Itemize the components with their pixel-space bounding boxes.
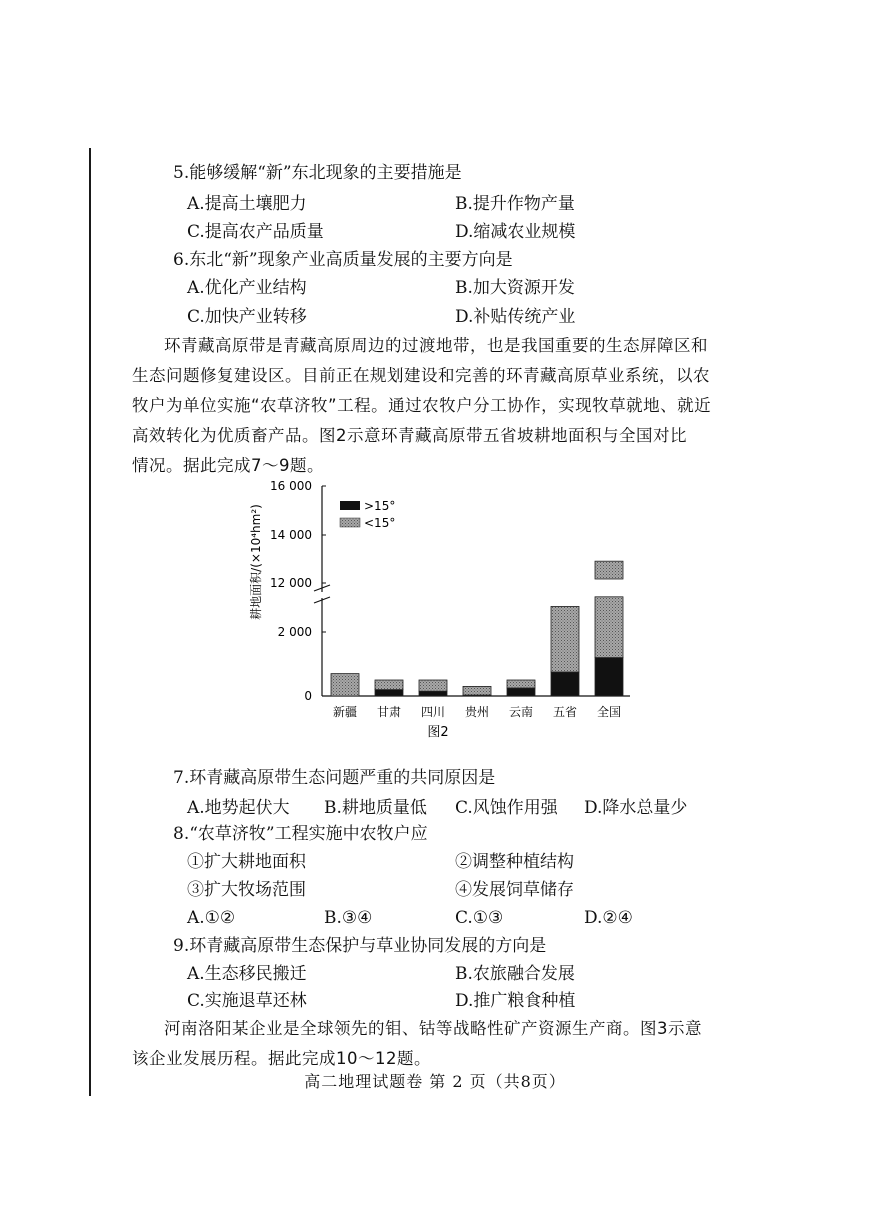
q9-option-c: C.实施退草还林 <box>187 991 307 1011</box>
bar-gentle-upper-segment <box>595 561 623 579</box>
passage-line: 环青藏高原带是青藏高原周边的过渡地带，也是我国重要的生态屏障区和 <box>164 336 708 355</box>
q6-option-a: A.优化产业结构 <box>187 278 307 298</box>
y-axis-label: 耕地面积/(×10⁴hm²) <box>249 504 263 620</box>
passage-line: 高效转化为优质畜产品。图2示意环青藏高原带五省坡耕地面积与全国对比 <box>132 426 687 445</box>
legend-label-steep: >15° <box>364 499 396 513</box>
q9-option-b: B.农旅融合发展 <box>455 964 575 984</box>
q8-statement-3: ③扩大牧场范围 <box>187 880 306 900</box>
q5-option-b: B.提升作物产量 <box>455 194 575 214</box>
figure-caption: 图2 <box>427 725 449 740</box>
q8-option-d: D.②④ <box>584 908 633 928</box>
q9-option-a: A.生态移民搬迁 <box>187 964 307 984</box>
question-9-stem: 9.环青藏高原带生态保护与草业协同发展的方向是 <box>173 936 547 956</box>
x-tick-label: 全国 <box>596 705 622 719</box>
x-tick-label: 甘肃 <box>376 705 402 719</box>
bars <box>331 561 623 696</box>
q6-option-b: B.加大资源开发 <box>455 278 575 298</box>
q5-option-c: C.提高农产品质量 <box>187 222 324 242</box>
x-tick-labels <box>333 704 621 719</box>
bar-gentle-6 <box>595 597 623 658</box>
bar-gentle-5 <box>551 606 579 672</box>
y-tick-label: 14 000 <box>270 528 312 542</box>
question-8-stem: 8.“农草济牧”工程实施中农牧户应 <box>173 824 428 844</box>
legend-swatch-steep <box>340 501 360 510</box>
q8-statement-1: ①扩大耕地面积 <box>187 852 306 872</box>
passage-line: 河南洛阳某企业是全球领先的钼、钴等战略性矿产资源生产商。图3示意 <box>164 1019 702 1038</box>
question-5-stem: 5.能够缓解“新”东北现象的主要措施是 <box>173 163 462 183</box>
y-tick-label: 0 <box>304 689 312 703</box>
q8-statement-2: ②调整种植结构 <box>455 852 574 872</box>
q8-statement-4: ④发展饲草储存 <box>455 880 574 900</box>
q7-option-c: C.风蚀作用强 <box>455 798 558 818</box>
bar-gentle-2 <box>419 680 447 691</box>
q5-option-a: A.提高土壤肥力 <box>187 194 307 214</box>
q7-option-d: D.降水总量少 <box>584 798 688 818</box>
question-7-stem: 7.环青藏高原带生态问题严重的共同原因是 <box>173 768 496 788</box>
passage-line: 情况。据此完成7～9题。 <box>132 456 324 475</box>
bar-steep-6 <box>595 658 623 696</box>
bar-gentle-4 <box>507 680 535 688</box>
bar-gentle-1 <box>375 680 403 690</box>
q7-option-a: A.地势起伏大 <box>187 798 290 818</box>
passage-enterprise <box>132 1014 742 1074</box>
bar-steep-4 <box>507 688 535 696</box>
q6-option-d: D.补贴传统产业 <box>455 307 576 327</box>
x-tick-label: 四川 <box>420 705 446 719</box>
legend-label-gentle: <15° <box>364 516 396 530</box>
q8-option-a: A.①② <box>187 908 236 928</box>
x-tick-label: 五省 <box>552 705 578 719</box>
q7-option-b: B.耕地质量低 <box>324 798 427 818</box>
bar-gentle-0 <box>331 674 359 696</box>
legend-swatch-gentle <box>340 518 360 527</box>
bar-steep-1 <box>375 690 403 696</box>
bar-gentle-3 <box>463 686 491 695</box>
y-ticks <box>270 479 326 703</box>
q8-option-b: B.③④ <box>324 908 373 928</box>
legend <box>340 499 395 530</box>
passage-line: 生态问题修复建设区。目前正在规划建设和完善的环青藏高原草业系统，以农 <box>132 366 710 385</box>
y-tick-label: 12 000 <box>270 576 312 590</box>
q9-option-d: D.推广粮食种植 <box>455 991 576 1011</box>
x-tick-label: 云南 <box>508 705 534 719</box>
q8-option-c: C.①③ <box>455 908 504 928</box>
y-tick-label: 16 000 <box>270 479 312 493</box>
x-tick-label: 新疆 <box>332 705 358 719</box>
x-tick-label: 贵州 <box>464 705 490 719</box>
passage-line: 该企业发展历程。据此完成10～12题。 <box>132 1049 431 1068</box>
bar-steep-5 <box>551 672 579 696</box>
q5-option-d: D.缩减农业规模 <box>455 222 576 242</box>
farmland-area-chart <box>240 472 640 742</box>
passage-line: 牧户为单位实施“农草济牧”工程。通过农牧户分工协作，实现牧草就地、就近 <box>132 396 712 415</box>
y-tick-label: 2 000 <box>277 625 312 639</box>
page-footer: 高二地理试题卷 第 2 页（共8页） <box>304 1072 566 1091</box>
bar-steep-2 <box>419 691 447 696</box>
passage-ecology <box>132 331 742 481</box>
binding-margin-line <box>89 148 91 1096</box>
question-6-stem: 6.东北“新”现象产业高质量发展的主要方向是 <box>173 250 513 270</box>
q6-option-c: C.加快产业转移 <box>187 307 307 327</box>
